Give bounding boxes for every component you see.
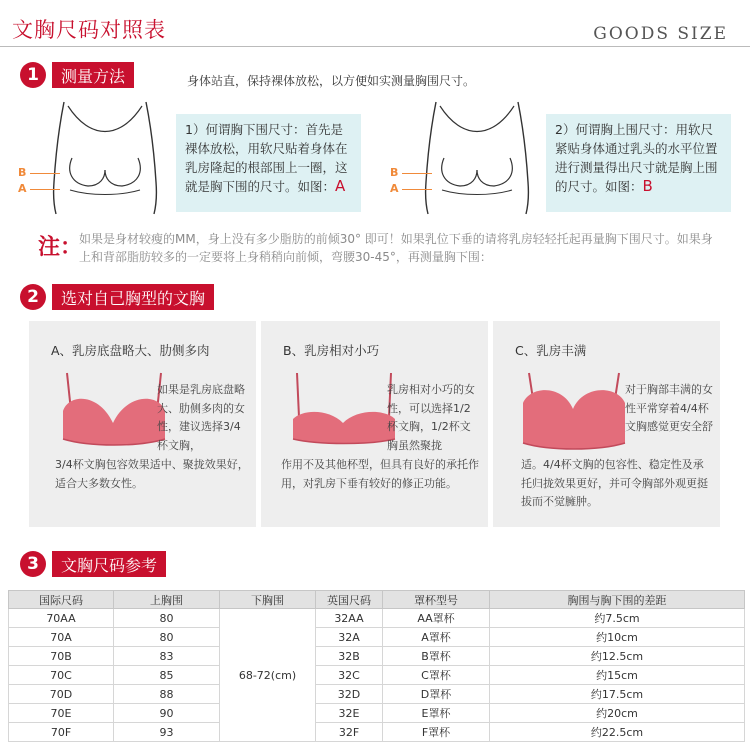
card-b-title: B、乳房相对小巧 xyxy=(283,343,380,358)
table-row xyxy=(9,723,745,742)
card-a-text: 如果是乳房底盘略大、肋侧多肉的女性，建议选择3/4杯文胸， xyxy=(157,383,245,452)
cell-cup: D罩杯 xyxy=(383,685,490,704)
page-title: 文胸尺码对照表 xyxy=(12,18,166,42)
cell-bust: 85 xyxy=(114,666,220,685)
bra-card-c xyxy=(493,321,720,527)
card-a-title: A、乳房底盘略大、肋侧多肉 xyxy=(51,343,210,358)
cell-diff: 约7.5cm xyxy=(490,609,745,628)
overbust-ref: B xyxy=(642,177,653,195)
cell-diff: 约12.5cm xyxy=(490,647,745,666)
cell-diff: 约10cm xyxy=(490,628,745,647)
bra-half-cup-icon xyxy=(289,371,399,451)
cell-bust: 90 xyxy=(114,704,220,723)
mark-a-line-2 xyxy=(402,189,432,190)
section2-heading xyxy=(20,283,214,311)
cell-cup: E罩杯 xyxy=(383,704,490,723)
cell-bust: 80 xyxy=(114,628,220,647)
cell-cup: A罩杯 xyxy=(383,628,490,647)
col-cup: 罩杯型号 xyxy=(383,591,490,609)
cell-cup: F罩杯 xyxy=(383,723,490,742)
card-c-title: C、乳房丰满 xyxy=(515,343,587,358)
cell-uk: 32AA xyxy=(316,609,383,628)
torso-illustration-a xyxy=(50,100,160,215)
section1-title: 测量方法 xyxy=(52,62,134,88)
header-divider xyxy=(0,46,750,47)
overbust-text: 2）何谓胸上围尺寸：用软尺紧贴身体通过乳头的水平位置进行测量得出尺寸就是胸上围的尺寸。如图： xyxy=(555,122,718,194)
bra-card-b xyxy=(261,321,488,527)
cell-underbust-merged: 68-72(cm) xyxy=(220,609,316,742)
mark-a-label: A xyxy=(18,182,27,195)
cell-bust: 80 xyxy=(114,609,220,628)
mark-b-label: B xyxy=(18,166,27,179)
cell-diff: 约22.5cm xyxy=(490,723,745,742)
note-label: 注： xyxy=(38,235,83,260)
size-table xyxy=(8,590,745,742)
cell-uk: 32C xyxy=(316,666,383,685)
card-b-bottom: 作用不及其他杯型，但具有良好的承托作用，对乳房下垂有较好的修正功能。 xyxy=(281,458,479,490)
page-header xyxy=(0,0,750,46)
cell-intl: 70C xyxy=(9,666,114,685)
bra-full-cup-icon xyxy=(519,371,629,456)
mark-a-line xyxy=(30,189,60,190)
cell-uk: 32D xyxy=(316,685,383,704)
measure-note-underbust xyxy=(176,114,361,212)
card-b-text: 乳房相对小巧的女性，可以选择1/2杯文胸，1/2杯文胸虽然聚拢 xyxy=(387,383,475,452)
col-intl-size: 国际尺码 xyxy=(9,591,114,609)
section2-title: 选对自己胸型的文胸 xyxy=(52,284,214,310)
page-subtitle-en: GOODS SIZE xyxy=(593,24,728,44)
section2-number: 2 xyxy=(20,284,46,310)
table-row xyxy=(9,704,745,723)
cell-cup: B罩杯 xyxy=(383,647,490,666)
section1-intro: 身体站直，保持裸体放松，以方便如实测量胸围尺寸。 xyxy=(187,74,476,88)
table-row xyxy=(9,666,745,685)
cell-cup: AA罩杯 xyxy=(383,609,490,628)
col-bust: 上胸围 xyxy=(114,591,220,609)
cell-bust: 88 xyxy=(114,685,220,704)
col-difference: 胸围与胸下围的差距 xyxy=(490,591,745,609)
measure-note-overbust xyxy=(546,114,731,212)
cell-intl: 70A xyxy=(9,628,114,647)
card-c-bottom: 适。4/4杯文胸的包容性、稳定性及承托归拢效果更好，并可令胸部外观更挺拔而不觉臃肿。 xyxy=(521,458,708,508)
card-a-bottom: 3/4杯文胸包容效果适中、聚拢效果好，适合大多数女性。 xyxy=(55,458,249,490)
table-row xyxy=(9,685,745,704)
col-underbust: 下胸围 xyxy=(220,591,316,609)
mark-b-line xyxy=(30,173,60,174)
cell-uk: 32A xyxy=(316,628,383,647)
torso-illustration-b xyxy=(422,100,532,215)
card-c-text: 对于胸部丰满的女性平常穿着4/4杯文胸感觉更安全舒 xyxy=(625,383,713,433)
cell-intl: 70AA xyxy=(9,609,114,628)
section1-heading xyxy=(20,61,134,89)
underbust-ref: A xyxy=(335,177,346,195)
cell-uk: 32E xyxy=(316,704,383,723)
section1-number: 1 xyxy=(20,62,46,88)
cell-uk: 32F xyxy=(316,723,383,742)
size-table-header xyxy=(9,591,745,609)
cell-diff: 约17.5cm xyxy=(490,685,745,704)
mark-b-label-2: B xyxy=(390,166,399,179)
cell-uk: 32B xyxy=(316,647,383,666)
col-uk-size: 英国尺码 xyxy=(316,591,383,609)
note-text: 如果是身材较瘦的MM，身上没有多少脂肪的前倾30° 即可！如果乳位下垂的请将乳房轻轻托起再量胸下围尺寸。如果身上和背部脂肪较多的一定要将上身稍稍向前倾，弯腰30-45°，再测量胸下围： xyxy=(79,232,713,264)
section3-number: 3 xyxy=(20,551,46,577)
cell-intl: 70B xyxy=(9,647,114,666)
cell-intl: 70D xyxy=(9,685,114,704)
cell-diff: 约20cm xyxy=(490,704,745,723)
cell-diff: 约15cm xyxy=(490,666,745,685)
mark-a-label-2: A xyxy=(390,182,399,195)
section3-title: 文胸尺码参考 xyxy=(52,551,166,577)
cell-intl: 70E xyxy=(9,704,114,723)
underbust-text: 1）何谓胸下围尺寸：首先是裸体放松，用软尺贴着身体在乳房隆起的根部围上一圈，这就是胸下围的尺寸。如图： xyxy=(185,122,348,194)
table-row xyxy=(9,609,745,628)
bra-card-a xyxy=(29,321,256,527)
table-row xyxy=(9,647,745,666)
section3-heading xyxy=(20,550,166,578)
cell-intl: 70F xyxy=(9,723,114,742)
cell-bust: 93 xyxy=(114,723,220,742)
cell-bust: 83 xyxy=(114,647,220,666)
cell-cup: C罩杯 xyxy=(383,666,490,685)
mark-b-line-2 xyxy=(402,173,432,174)
table-row xyxy=(9,628,745,647)
bra-three-quarter-icon xyxy=(59,371,169,451)
